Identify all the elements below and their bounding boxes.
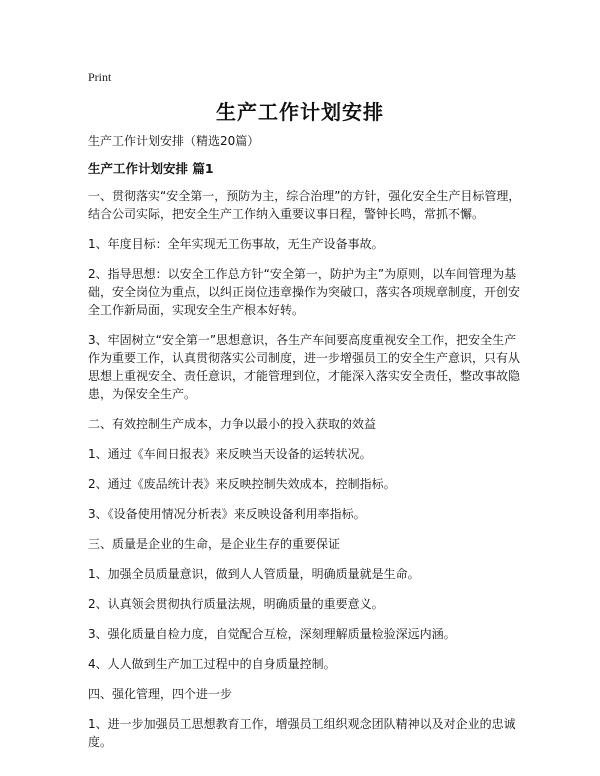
paragraph-daily-report: 1、通过《车间日报表》来反映当天设备的运转状况。 [88, 447, 372, 461]
paragraph-quality-self-check: 3、强化质量自检力度，自觉配合互检，深刻理解质量检验深远内涵。 [88, 627, 456, 641]
paragraph-quality-awareness: 1、加强全员质量意识，做到人人管质量，明确质量就是生命。 [88, 567, 420, 581]
document-subtitle: 生产工作计划安排（精选20篇） [88, 134, 260, 148]
paragraph-scrap-stats: 2、通过《废品统计表》来反映控制失效成本，控制指标。 [88, 477, 396, 491]
paragraph-annual-goal: 1、年度目标：全年实现无工伤事故，无生产设备事故。 [88, 237, 384, 251]
paragraph-management-heading: 四、强化管理，四个进一步 [88, 687, 233, 701]
print-link[interactable]: Print [88, 70, 112, 84]
paragraph-safety-awareness: 3、牢固树立“安全第一”思想意识，各生产车间要高度重视安全工作，把安全生产作为重要工作，认真贯彻落实公司制度，进一步增强员工的安全生产意识，只有从思想上重视安全、责任意识，才能管理到位，才能深入落实安全责任，整改事故隐患，为保安全生产。 [88, 333, 521, 401]
paragraph-equipment-usage: 3、《设备使用情况分析表》来反映设备利用率指标。 [88, 507, 366, 521]
paragraph-staff-education: 1、进一步加强员工思想教育工作，增强员工组织观念团队精神以及对企业的忠诚度。 [88, 717, 516, 749]
paragraph-policy: 一、贯彻落实“安全第一，预防为主，综合治理”的方针，强化安全生产目标管理，结合公司实际，把安全生产工作纳入重要议事日程，警钟长鸣，常抓不懈。 [88, 189, 521, 221]
document-title: 生产工作计划安排 [216, 100, 384, 124]
paragraph-cost-heading: 二、有效控制生产成本，力争以最小的投入获取的效益 [88, 417, 377, 431]
paragraph-process-control: 4、人人做到生产加工过程中的自身质量控制。 [88, 657, 336, 671]
paragraph-quality-heading: 三、质量是企业的生命，是企业生存的重要保证 [88, 537, 341, 551]
document-body [88, 132, 528, 763]
paragraph-guiding-idea: 2、指导思想：以安全工作总方针“安全第一，防护为主”为原则，以车间管理为基础，安全岗位为重点，以纠正岗位违章操作为突破口，落实各项规章制度，开创安全工作新局面，实现安全生产根本好转。 [88, 267, 521, 317]
paragraph-quality-regulations: 2、认真领会贯彻执行质量法规，明确质量的重要意义。 [88, 597, 384, 611]
section-heading: 生产工作计划安排 篇1 [88, 161, 214, 176]
